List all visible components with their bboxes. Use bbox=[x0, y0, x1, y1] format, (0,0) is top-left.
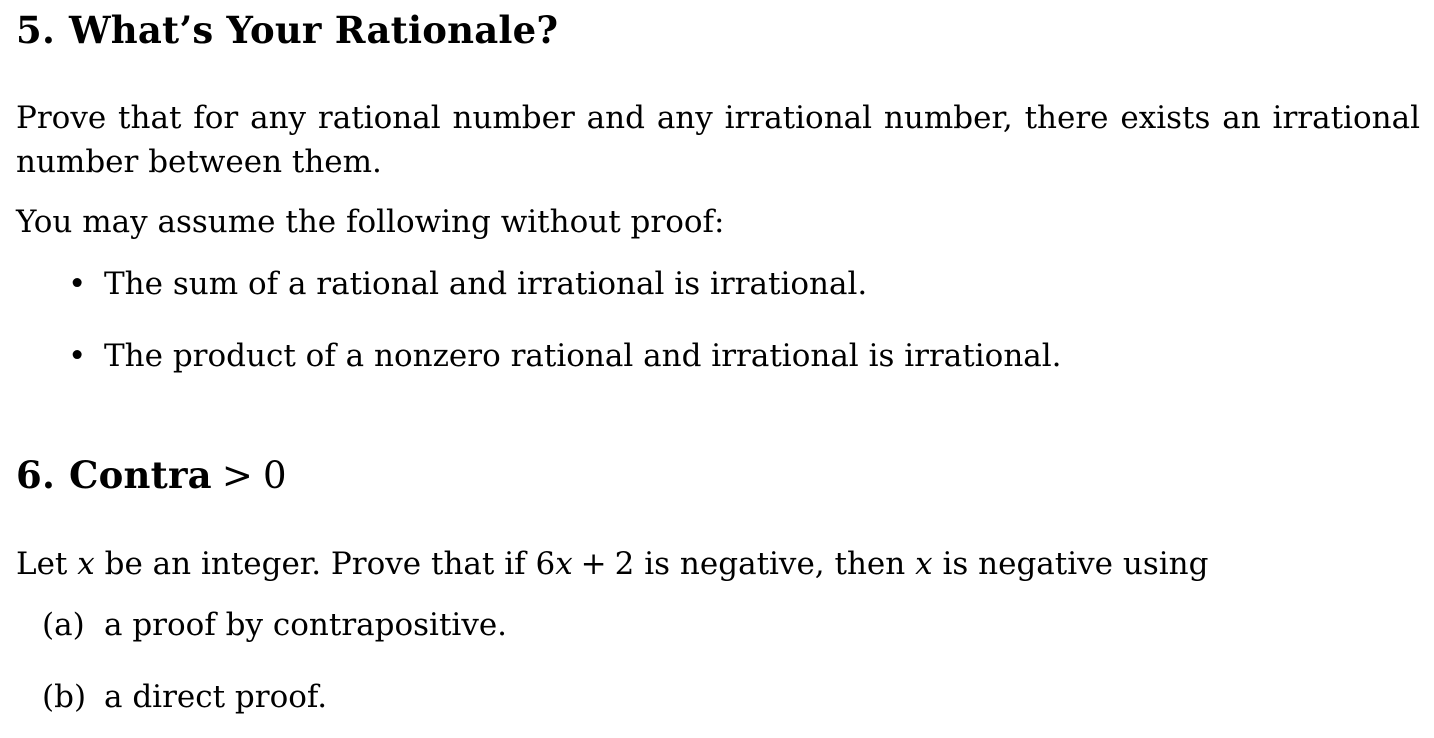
enum-label: (b) bbox=[42, 679, 87, 715]
problem-5-statement: Prove that for any rational number and any irrational number, there exists an irrational number between them. bbox=[16, 100, 1420, 180]
bullet-marker: • bbox=[68, 338, 87, 374]
problem-5-title: What’s Your Rationale? bbox=[69, 8, 559, 52]
math-coefficient: 6 bbox=[535, 546, 556, 582]
list-item bbox=[68, 334, 1062, 378]
statement-text: is negative, then bbox=[644, 546, 906, 582]
bullet-marker: • bbox=[68, 266, 87, 302]
statement-text: be an integer. Prove that if bbox=[104, 546, 526, 582]
problem-5-number: 5. bbox=[16, 8, 56, 52]
bullet-text: The sum of a rational and irrational is irrational. bbox=[104, 266, 868, 302]
problem-6-heading bbox=[16, 453, 287, 498]
statement-text: Let bbox=[16, 546, 68, 582]
problem-5-assume-intro: You may assume the following without proof: bbox=[16, 204, 725, 240]
math-constant: 2 bbox=[614, 546, 635, 582]
list-item bbox=[42, 603, 508, 647]
enum-text: a proof by contrapositive. bbox=[104, 607, 508, 643]
problem-6-title-relation: > bbox=[221, 454, 254, 497]
list-item bbox=[68, 262, 868, 306]
bullet-text: The product of a nonzero rational and irrational is irrational. bbox=[104, 338, 1062, 374]
problem-6-title-value: 0 bbox=[263, 454, 287, 497]
problem-6-statement bbox=[16, 542, 1420, 586]
problem-6-title-word: Contra bbox=[69, 453, 212, 497]
math-operator: + bbox=[580, 546, 607, 582]
statement-text: is negative using bbox=[942, 546, 1209, 582]
enum-text: a direct proof. bbox=[104, 679, 328, 715]
math-expression bbox=[535, 546, 634, 582]
enum-label: (a) bbox=[42, 607, 85, 643]
math-variable: x bbox=[555, 546, 573, 582]
list-item bbox=[42, 675, 328, 719]
problem-5-heading bbox=[16, 8, 558, 52]
math-variable: x bbox=[915, 546, 933, 582]
problem-6-number: 6. bbox=[16, 453, 56, 497]
math-variable: x bbox=[77, 546, 95, 582]
